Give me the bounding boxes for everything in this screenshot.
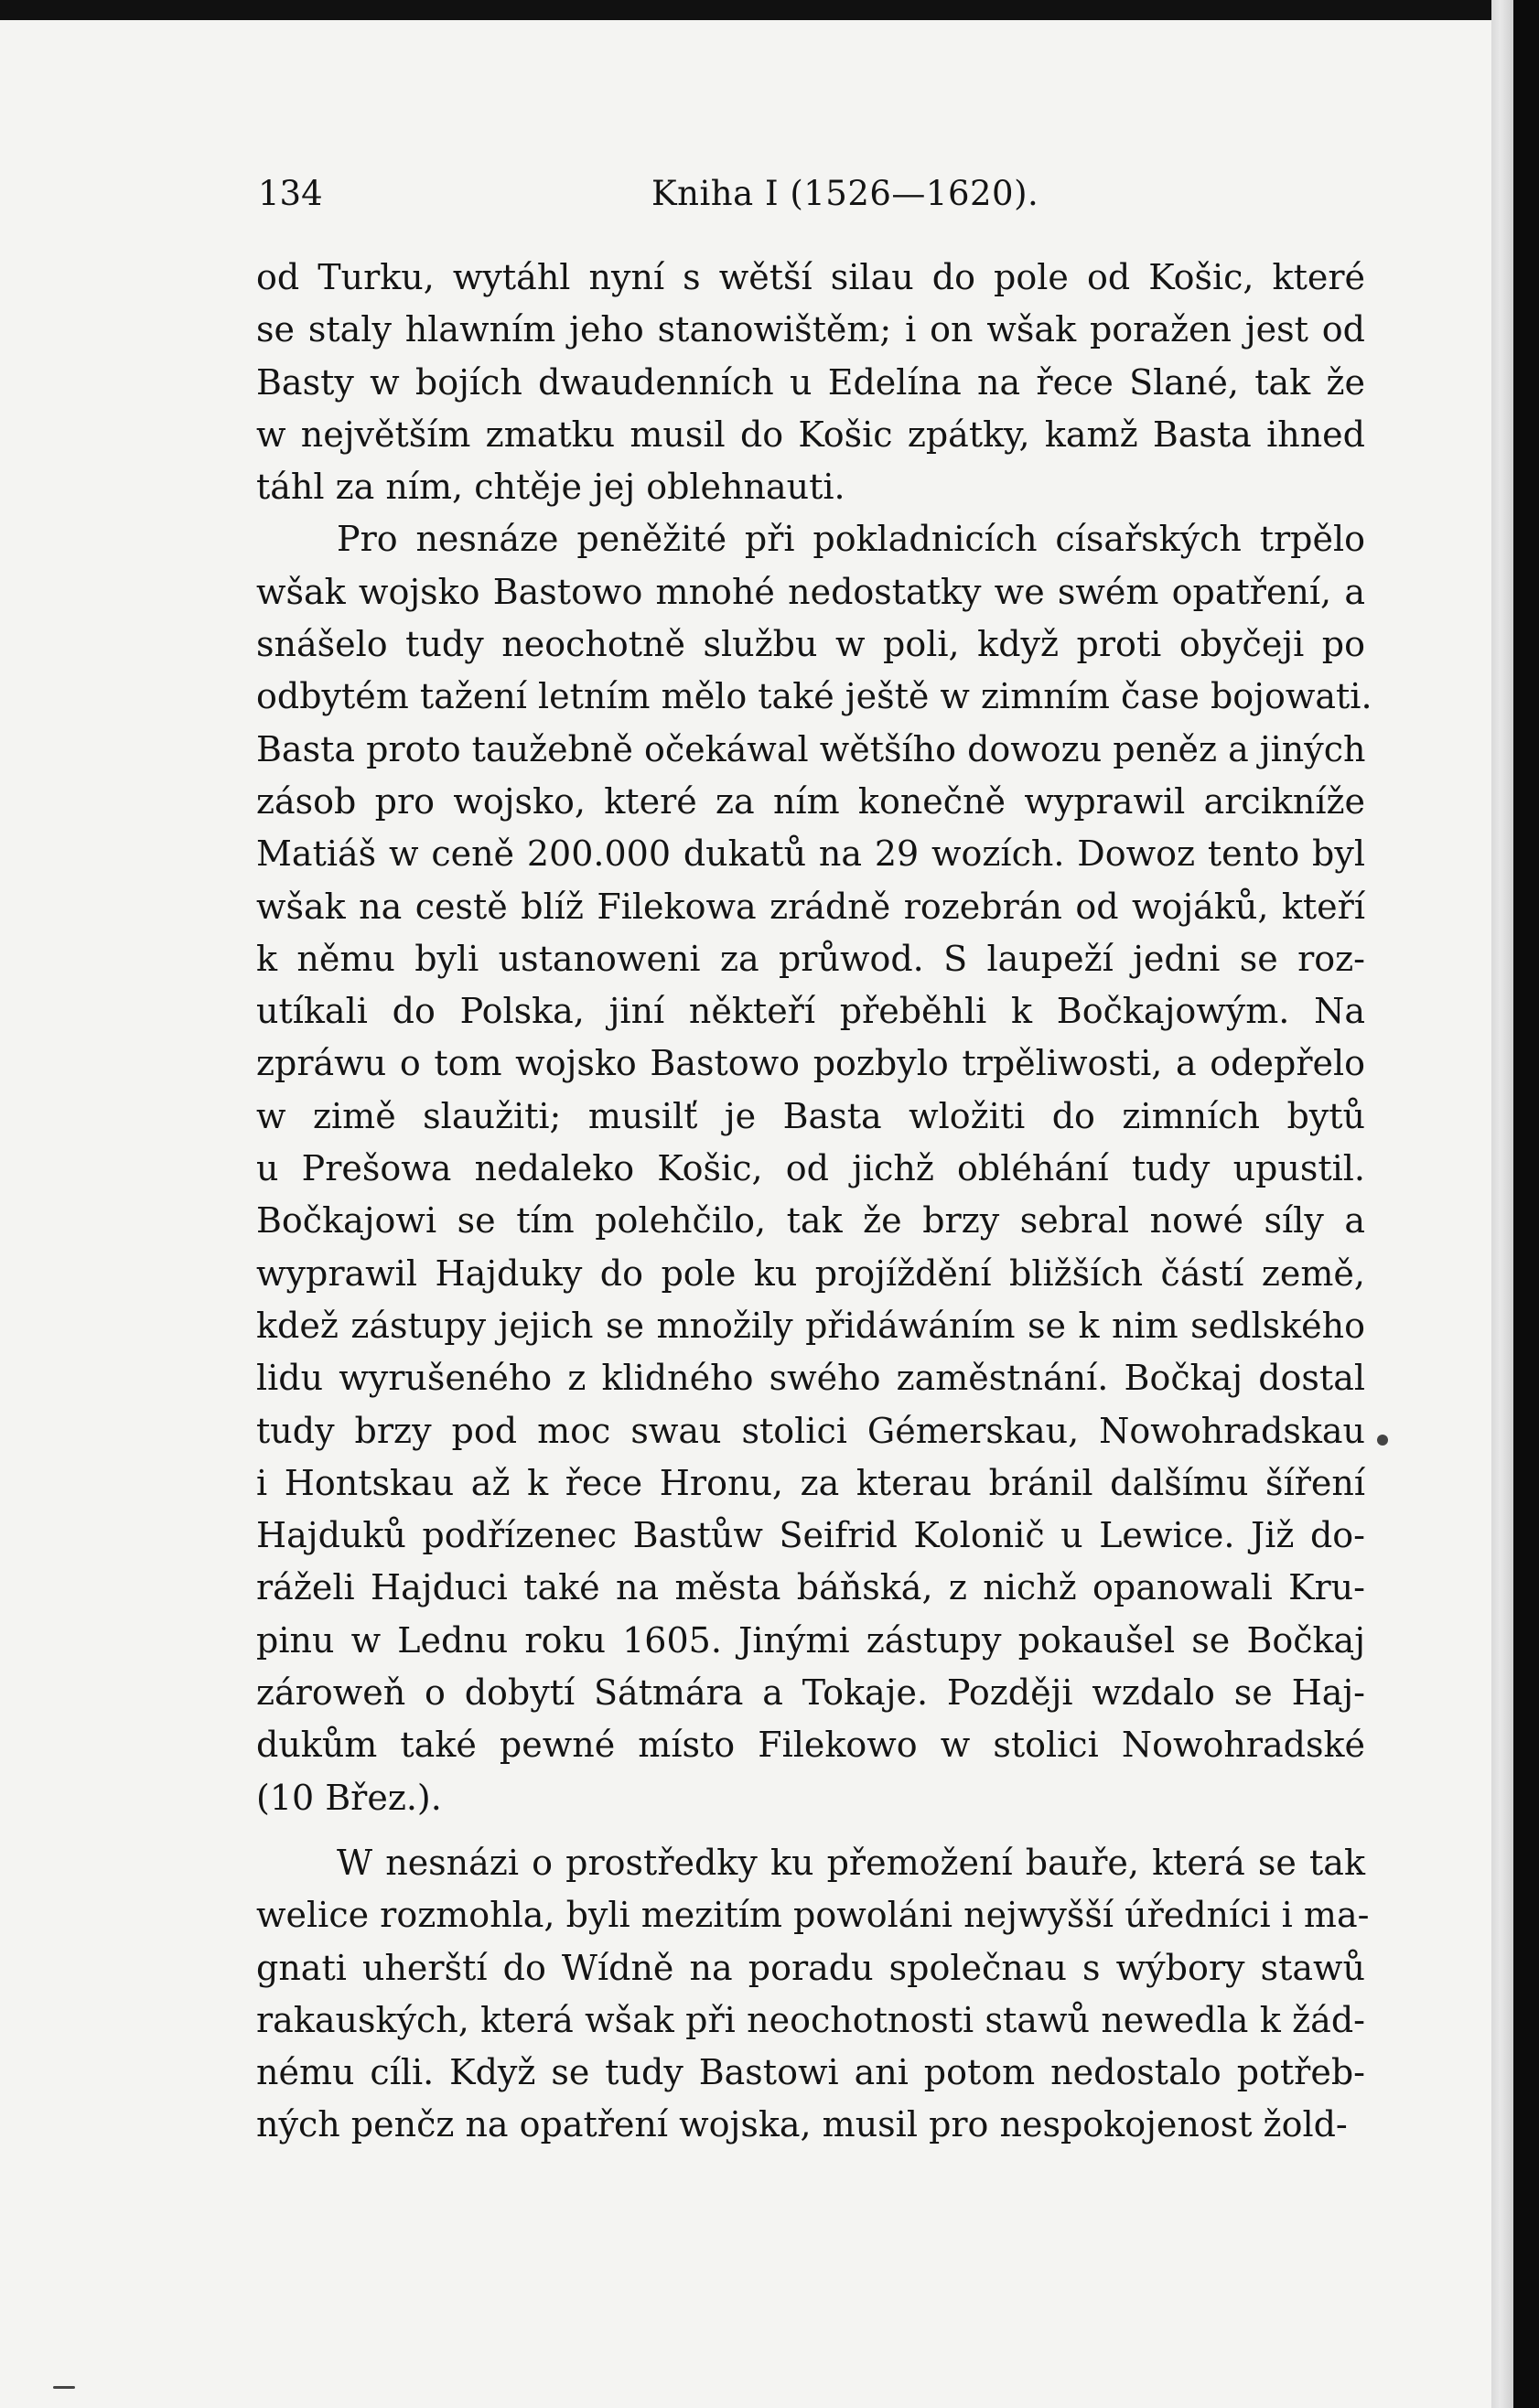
page-header — [258, 171, 1367, 217]
text-line: snášelo tudy neochotně službu w poli, když proti obyčeji po — [256, 624, 1365, 665]
text-line: pinu w Lednu roku 1605. Jinými zástupy pokaušel se Bočkaj — [256, 1619, 1365, 1661]
page-edge-shadow — [1491, 0, 1513, 2408]
text-line: od Turku, wytáhl nyní s wětší silau do pole od Košic, které — [256, 257, 1365, 297]
text-line: Basty w bojích dwaudenních u Edelína na řece Slané, tak že — [256, 361, 1365, 403]
paragraph — [256, 1837, 1370, 2152]
text-line: odbytém tažení letním mělo také ještě w zimním čase bojowati. — [256, 676, 1372, 717]
text-line: Bočkajowi se tím polehčilo, tak že brzy sebral nowé síly a — [256, 1200, 1365, 1242]
text-line: ných penčz na opatření wojska, musil pro nespokojenost žold- — [256, 2104, 1348, 2145]
text-line: zásob pro wojsko, které za ním konečně wyprawil arcikníže — [256, 780, 1365, 822]
text-line: zároweň o dobytí Sátmára a Tokaje. Později wzdalo se Haj- — [256, 1672, 1365, 1714]
text-line: lidu wyrušeného z klidného swého zaměstnání. Bočkaj dostal — [256, 1358, 1365, 1399]
text-line: (10 Břez.). — [256, 1777, 442, 1818]
paragraph — [256, 513, 1372, 1823]
text-line: w největším zmatku musil do Košic zpátky, kamž Basta ihned — [256, 414, 1365, 455]
text-line: se staly hlawním jeho stanowištěm; i on wšak poražen jest od — [256, 309, 1365, 350]
text-line: Basta proto taužebně očekáwal wětšího dowozu peněz a jiných — [256, 728, 1366, 769]
text-line: táhl za ním, chtěje jej oblehnauti. — [256, 467, 845, 508]
text-line: nému cíli. Když se tudy Bastowi ani potom nedostalo potřeb- — [256, 2052, 1365, 2093]
text-line: W nesnázi o prostředky ku přemožení bauře, která se tak — [337, 1842, 1365, 1883]
paragraph — [256, 252, 1365, 513]
text-line: rakauských, která wšak při neochotnosti stawů newedla k žád- — [256, 1999, 1365, 2040]
text-line: k němu byli ustanoweni za průwod. S laupeží jedni se roz- — [256, 938, 1365, 979]
text-line: welice rozmohla, byli mezitím powoláni nejwyšší úředníci i ma- — [256, 1895, 1370, 1936]
text-line: zpráwu o tom wojsko Bastowo pozbylo trpěliwosti, a odepřelo — [256, 1043, 1365, 1084]
text-line: Matiáš w ceně 200.000 dukatů na 29 wozích. Dowoz tento byl — [256, 833, 1365, 875]
text-line: gnati uherští do Wídně na poradu společnau s wýbory stawů — [256, 1947, 1365, 1988]
text-line: u Prešowa nedaleko Košic, od jichž obléhání tudy upustil. — [256, 1148, 1365, 1189]
text-line: wyprawil Hajduky do pole ku projíždění bližších částí země, — [256, 1252, 1365, 1294]
text-line: utíkali do Polska, jiní někteří přeběhli k Bočkajowým. Na — [256, 991, 1365, 1032]
scan-top-border — [0, 0, 1539, 20]
margin-mark — [1377, 1435, 1388, 1446]
text-line: wšak wojsko Bastowo mnohé nedostatky we swém opatření, a — [256, 571, 1365, 612]
text-line: i Hontskau až k řece Hronu, za kterau bránil dalšímu šíření — [256, 1462, 1365, 1503]
body-text — [256, 252, 1372, 2152]
running-head: Kniha I (1526—1620). — [651, 174, 1039, 213]
text-line: tudy brzy pod moc swau stolici Gémerskau, Nowohradskau — [256, 1410, 1365, 1451]
text-line: Pro nesnáze peněžité při pokladnicích císařských trpělo — [337, 519, 1365, 560]
paragraph-gap — [256, 1824, 1365, 1837]
text-line: w zimě slaužiti; musilť je Basta wložiti do zimních bytů — [256, 1095, 1365, 1136]
scan-right-border — [1513, 0, 1539, 2408]
text-line: wšak na cestě blíž Filekowa zrádně rozebrán od wojáků, kteří — [256, 886, 1365, 927]
text-line: Hajduků podřízenec Bastůw Seifrid Kolonič u Lewice. Již do- — [256, 1515, 1365, 1556]
text-line: kdež zástupy jejich se množily přidáwáním se k nim sedlského — [256, 1305, 1365, 1346]
page-number: 134 — [258, 174, 323, 213]
text-line: ráželi Hajduci také na města báňská, z nichž opanowali Kru- — [256, 1567, 1365, 1608]
text-line: dukům také pewné místo Filekowo w stolici Nowohradské — [256, 1725, 1365, 1766]
margin-mark — [53, 2386, 75, 2389]
